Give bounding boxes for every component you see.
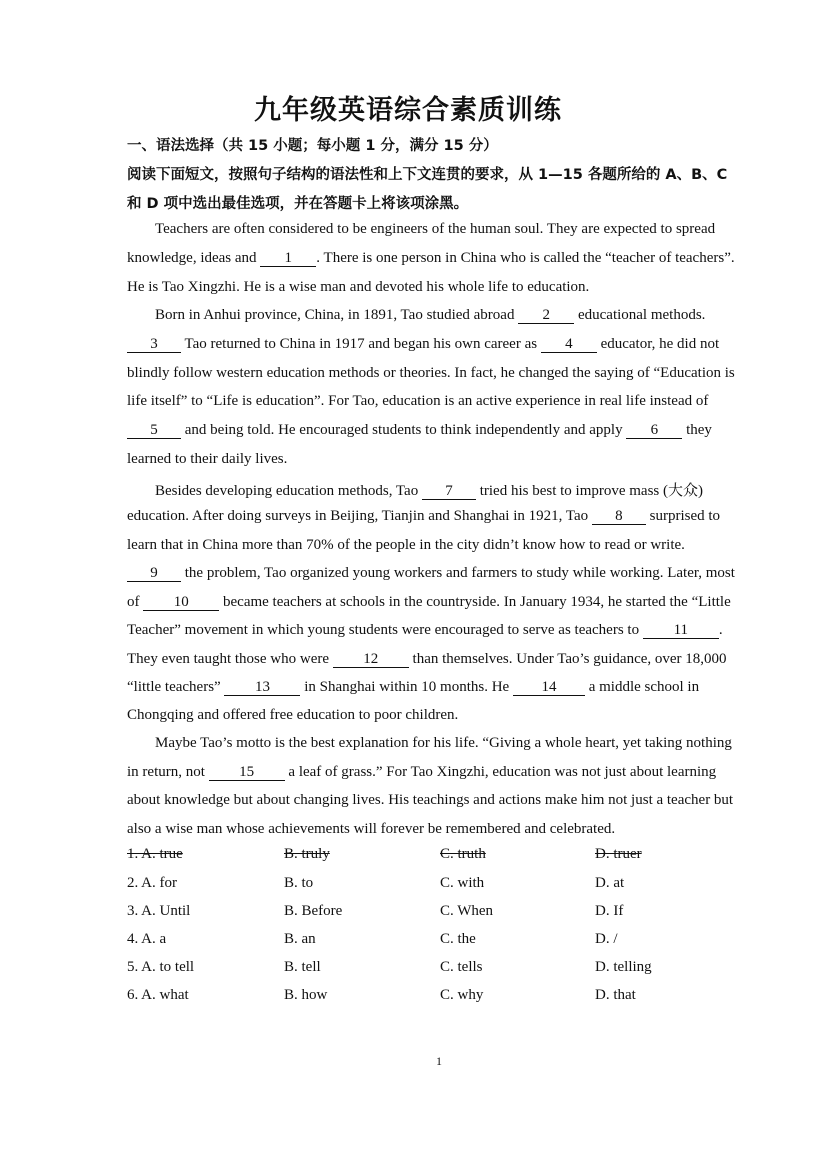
- passage-line: Born in Anhui province, China, in 1891, Tao studied abroad 2 educational methods.: [155, 307, 706, 323]
- blank-2: 2: [518, 308, 574, 324]
- passage-line: learned to their daily lives.: [127, 451, 288, 467]
- blank-12: 12: [333, 652, 409, 668]
- instruction-line-2: 和 D 项中选出最佳选项，并在答题卡上将该项涂黑。: [127, 196, 469, 212]
- option-row-4: [127, 931, 687, 951]
- passage-line: “little teachers” 13 in Shanghai within 10 months. He 14 a middle school in: [127, 679, 700, 695]
- blank-15: 15: [209, 765, 285, 781]
- passage-line: 5 and being told. He encouraged students to think independently and apply 6 they: [127, 422, 712, 439]
- option-5-d[interactable]: D. telling: [595, 959, 652, 975]
- option-row-3: [127, 903, 687, 923]
- passage-line: Teachers are often considered to be engineers of the human soul. They are expected to spread: [155, 221, 716, 237]
- option-2-a[interactable]: 2. A. for: [127, 875, 177, 891]
- option-row-2: [127, 875, 687, 895]
- option-1-a[interactable]: 1. A. true: [127, 846, 183, 862]
- passage-line: Teacher” movement in which young students were encouraged to serve as teachers to 11 .: [127, 622, 723, 638]
- instruction-line-1: 阅读下面短文，按照句子结构的语法性和上下文连贯的要求，从 1—15 各题所给的 A、B、C: [127, 167, 728, 183]
- page-number: 1: [436, 1054, 442, 1068]
- passage-line: 3 Tao returned to China in 1917 and began his own career as 4 educator, he did not: [127, 336, 719, 353]
- section-heading: 一、语法选择（共 15 小题；每小题 1 分，满分 15 分）: [127, 138, 498, 154]
- passage-line: education. After doing surveys in Beijing, Tianjin and Shanghai in 1921, Tao 8 surprised to: [127, 508, 721, 524]
- option-3-b[interactable]: B. Before: [284, 903, 343, 919]
- option-4-c[interactable]: C. the: [440, 931, 476, 947]
- blank-4: 4: [541, 337, 597, 353]
- passage-line: knowledge, ideas and 1 . There is one person in China who is called the “teacher of teachers”.: [127, 250, 735, 266]
- option-row-5: [127, 959, 687, 979]
- blank-3: 3: [127, 337, 181, 353]
- option-3-a[interactable]: 3. A. Until: [127, 903, 191, 919]
- blank-5: 5: [127, 423, 181, 439]
- page-title: 九年级英语综合素质训练: [254, 95, 562, 126]
- option-3-d[interactable]: D. If: [595, 903, 624, 919]
- option-row-1: [127, 846, 687, 866]
- option-2-d[interactable]: D. at: [595, 875, 625, 891]
- option-1-d[interactable]: D. truer: [595, 846, 642, 862]
- passage-line: of 10 became teachers at schools in the countryside. In January 1934, he started the “Little: [127, 594, 731, 610]
- passage-line: Chongqing and offered free education to poor children.: [127, 707, 459, 723]
- option-5-a[interactable]: 5. A. to tell: [127, 959, 195, 975]
- blank-11: 11: [643, 623, 719, 639]
- passage-line: Maybe Tao’s motto is the best explanation for his life. “Giving a whole heart, yet taking nothing: [155, 735, 732, 751]
- blank-7: 7: [422, 484, 476, 500]
- option-2-c[interactable]: C. with: [440, 875, 485, 891]
- passage-line: Besides developing education methods, Tao 7 tried his best to improve mass (大众): [155, 483, 704, 499]
- blank-14: 14: [513, 680, 585, 696]
- passage-line: about knowledge but about changing lives. His teachings and actions make him not just a teacher but: [127, 792, 734, 808]
- option-4-d[interactable]: D. /: [595, 931, 618, 947]
- passage-line: learn that in China more than 70% of the people in the city didn’t know how to read or write.: [127, 537, 685, 553]
- blank-1: 1: [260, 251, 316, 267]
- passage-line: in return, not 15 a leaf of grass.” For Tao Xingzhi, education was not just about learning: [127, 764, 717, 780]
- option-6-a[interactable]: 6. A. what: [127, 987, 189, 1003]
- passage-line: 9 the problem, Tao organized young workers and farmers to study while working. Later, most: [127, 565, 735, 582]
- option-6-c[interactable]: C. why: [440, 987, 484, 1003]
- option-1-b[interactable]: B. truly: [284, 846, 330, 862]
- passage-line: blindly follow western education methods or theories. In fact, he changed the saying of “Education is: [127, 365, 735, 381]
- blank-8: 8: [592, 509, 646, 525]
- passage-line: also a wise man whose achievements will forever be remembered and celebrated.: [127, 821, 616, 837]
- passage-line: They even taught those who were 12 than themselves. Under Tao’s guidance, over 18,000: [127, 651, 727, 667]
- option-row-6: [127, 987, 687, 1007]
- option-1-c[interactable]: C. truth: [440, 846, 486, 862]
- option-6-d[interactable]: D. that: [595, 987, 636, 1003]
- option-3-c[interactable]: C. When: [440, 903, 494, 919]
- option-5-b[interactable]: B. tell: [284, 959, 321, 975]
- blank-9: 9: [127, 566, 181, 582]
- passage-line: life itself” to “Life is education”. For Tao, education is an active experience in real life instead of: [127, 393, 709, 409]
- blank-13: 13: [224, 680, 300, 696]
- option-5-c[interactable]: C. tells: [440, 959, 483, 975]
- passage-line: He is Tao Xingzhi. He is a wise man and devoted his whole life to education.: [127, 279, 590, 295]
- option-4-a[interactable]: 4. A. a: [127, 931, 167, 947]
- blank-10: 10: [143, 595, 219, 611]
- option-6-b[interactable]: B. how: [284, 987, 328, 1003]
- blank-6: 6: [626, 423, 682, 439]
- option-2-b[interactable]: B. to: [284, 875, 314, 891]
- option-4-b[interactable]: B. an: [284, 931, 316, 947]
